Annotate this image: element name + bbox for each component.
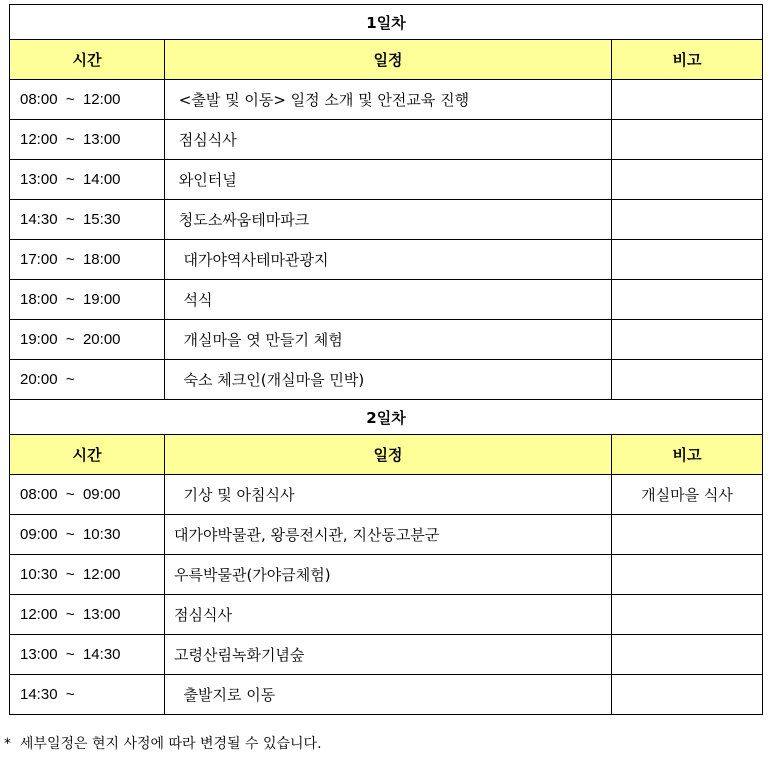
time-cell: 17:00 ~ 18:00: [10, 240, 165, 280]
event-cell: 청도소싸움테마파크: [165, 200, 612, 240]
day-title-row: [10, 5, 763, 40]
time-cell: 08:00 ~ 09:00: [10, 475, 165, 515]
header-time: 시간: [10, 40, 165, 80]
table-row: [10, 515, 763, 555]
header-time: 시간: [10, 435, 165, 475]
event-cell: 기상 및 아침식사: [165, 475, 612, 515]
table-row: [10, 200, 763, 240]
time-cell: 12:00 ~ 13:00: [10, 595, 165, 635]
table-row: [10, 240, 763, 280]
note-cell: [612, 555, 763, 595]
time-cell: 13:00 ~ 14:00: [10, 160, 165, 200]
table-row: [10, 635, 763, 675]
table-row: [10, 120, 763, 160]
note-cell: [612, 120, 763, 160]
note-cell: [612, 200, 763, 240]
note-cell: [612, 515, 763, 555]
time-cell: 08:00 ~ 12:00: [10, 80, 165, 120]
note-cell: [612, 280, 763, 320]
time-cell: 20:00 ~: [10, 360, 165, 400]
schedule-table: [9, 4, 763, 715]
time-cell: 14:30 ~ 15:30: [10, 200, 165, 240]
note-cell: [612, 360, 763, 400]
time-cell: 19:00 ~ 20:00: [10, 320, 165, 360]
note-cell: [612, 595, 763, 635]
footnote: * 세부일정은 현지 사정에 따라 변경될 수 있습니다.: [4, 736, 322, 752]
event-cell: 개실마을 엿 만들기 체험: [165, 320, 612, 360]
header-note: 비고: [612, 435, 763, 475]
event-cell: <출발 및 이동> 일정 소개 및 안전교육 진행: [165, 80, 612, 120]
note-cell: [612, 320, 763, 360]
day-title: 2일차: [10, 400, 763, 435]
note-cell: 개실마을 식사: [612, 475, 763, 515]
note-cell: [612, 240, 763, 280]
event-cell: 고령산림녹화기념숲: [165, 635, 612, 675]
event-cell: 대가야역사테마관광지: [165, 240, 612, 280]
event-cell: 출발지로 이동: [165, 675, 612, 715]
event-cell: 점심식사: [165, 595, 612, 635]
time-cell: 14:30 ~: [10, 675, 165, 715]
table-row: [10, 595, 763, 635]
table-row: [10, 675, 763, 715]
table-row: [10, 80, 763, 120]
event-cell: 숙소 체크인(개실마을 민박): [165, 360, 612, 400]
event-cell: 석식: [165, 280, 612, 320]
table-row: [10, 320, 763, 360]
note-cell: [612, 635, 763, 675]
note-cell: [612, 160, 763, 200]
time-cell: 12:00 ~ 13:00: [10, 120, 165, 160]
day-title-row: [10, 400, 763, 435]
event-cell: 점심식사: [165, 120, 612, 160]
table-row: [10, 280, 763, 320]
table-row: [10, 160, 763, 200]
note-cell: [612, 675, 763, 715]
header-row: [10, 40, 763, 80]
header-row: [10, 435, 763, 475]
note-cell: [612, 80, 763, 120]
time-cell: 10:30 ~ 12:00: [10, 555, 165, 595]
header-schedule: 일정: [165, 40, 612, 80]
table-row: [10, 475, 763, 515]
day-title: 1일차: [10, 5, 763, 40]
event-cell: 와인터널: [165, 160, 612, 200]
time-cell: 18:00 ~ 19:00: [10, 280, 165, 320]
header-note: 비고: [612, 40, 763, 80]
event-cell: 우륵박물관(가야금체험): [165, 555, 612, 595]
event-cell: 대가야박물관, 왕릉전시관, 지산동고분군: [165, 515, 612, 555]
time-cell: 09:00 ~ 10:30: [10, 515, 165, 555]
table-row: [10, 360, 763, 400]
time-cell: 13:00 ~ 14:30: [10, 635, 165, 675]
header-schedule: 일정: [165, 435, 612, 475]
table-row: [10, 555, 763, 595]
